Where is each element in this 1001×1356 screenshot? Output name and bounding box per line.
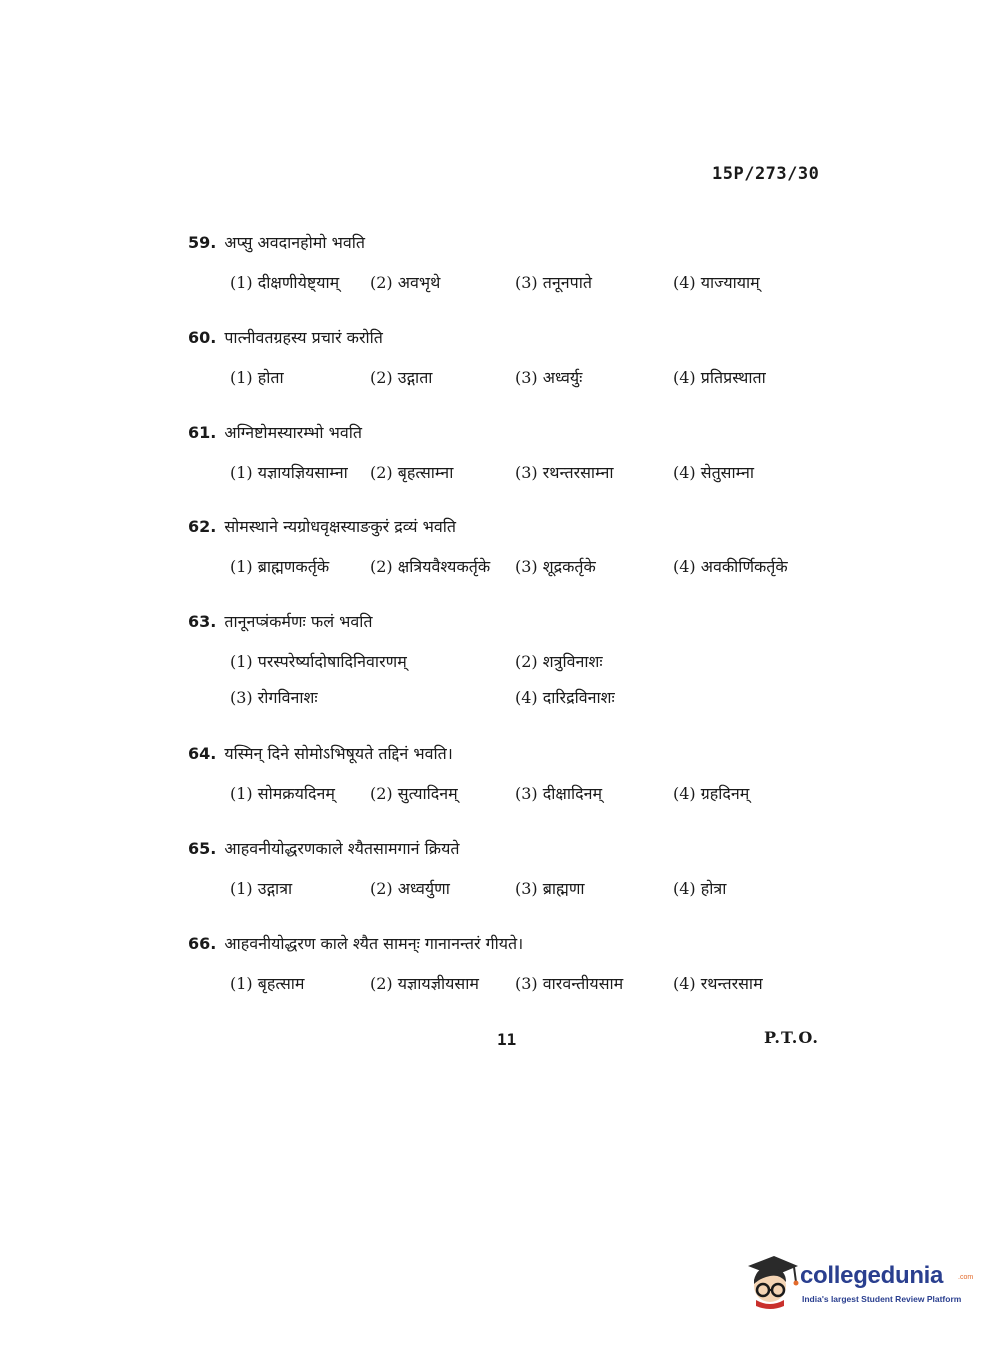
page-number: 11 [497,1030,517,1049]
question-number: 61. [188,423,217,442]
pto-label: P.T.O. [764,1028,819,1047]
brand-watermark [740,1250,974,1330]
option-2: (2) बृहत्साम्ना [370,463,454,482]
question-text: पात्नीवतग्रहस्य प्रचारं करोति [224,328,383,347]
options-row [230,687,848,709]
paper-code: 15P/273/30 [712,164,820,184]
question-text: आहवनीयोद्धरण काले श्यैत सामन्ः गानानन्तरं गीयते। [224,934,524,953]
question-59 [188,232,848,294]
question-number: 60. [188,328,217,347]
option-1: (1) यज्ञायज्ञियसाम्ना [230,463,348,482]
option-2: (2) सुत्यादिनम् [370,784,458,803]
option-3: (3) अध्वर्युः [515,368,583,387]
question-text: यस्मिन् दिने सोमोऽभिषूयते तद्दिनं भवति। [224,744,453,763]
option-4: (4) याज्यायाम् [673,273,760,292]
option-2: (2) अध्वर्युणा [370,879,450,898]
options-row [230,783,848,805]
brand-tagline: India's largest Student Review Platform [802,1294,962,1304]
option-3: (3) रोगविनाशः [230,688,318,707]
options-row [230,367,848,389]
option-2: (2) उद्गाता [370,368,433,387]
options-row [230,651,848,673]
mascot-icon [740,1250,800,1310]
option-1: (1) सोमक्रयदिनम् [230,784,335,803]
question-number: 63. [188,612,217,631]
option-1: (1) दीक्षणीयेष्ट्याम् [230,273,340,292]
question-60 [188,327,848,389]
question-text: सोमस्थाने न्यग्रोधवृक्षस्याङकुरं द्रव्यं भवति [224,517,456,536]
options-row [230,973,848,995]
option-1: (1) बृहत्साम [230,974,305,993]
option-3: (3) तनूनपाते [515,273,592,292]
question-text: आहवनीयोद्धरणकाले श्यैतसामगानं क्रियते [224,839,460,858]
option-2: (2) अवभृथे [370,273,441,292]
question-63 [188,611,848,709]
question-number: 64. [188,744,217,763]
question-62 [188,516,848,578]
question-61 [188,422,848,484]
option-4: (4) प्रतिप्रस्थाता [673,368,766,387]
brand-name: collegedunia [800,1262,944,1289]
option-3: (3) शूद्रकर्तृके [515,557,596,576]
question-number: 62. [188,517,217,536]
brand-suffix: .com [958,1274,974,1281]
question-number: 59. [188,233,217,252]
question-number: 65. [188,839,217,858]
option-3: (3) वारवन्तीयसाम [515,974,624,993]
question-text: अप्सु अवदानहोमो भवति [224,233,365,252]
option-1: (1) होता [230,368,284,387]
question-number: 66. [188,934,217,953]
option-1: (1) उद्गात्रा [230,879,293,898]
question-64 [188,743,848,805]
option-4: (4) ग्रहदिनम् [673,784,750,803]
question-66 [188,933,848,995]
option-4: (4) सेतुसाम्ना [673,463,755,482]
question-65 [188,838,848,900]
option-4: (4) दारिद्रविनाशः [515,688,615,707]
question-text: अग्निष्टोमस्यारम्भो भवति [224,423,363,442]
option-1: (1) परस्परेर्ष्यादोषादिनिवारणम् [230,652,407,671]
option-3: (3) दीक्षादिनम् [515,784,603,803]
option-4: (4) रथन्तरसाम [673,974,763,993]
option-4: (4) होत्रा [673,879,727,898]
option-1: (1) ब्राह्मणकर्तृके [230,557,330,576]
option-2: (2) शत्रुविनाशः [515,652,603,671]
question-text: तानूनप्त्रंकर्मणः फलं भवति [224,612,373,631]
option-3: (3) ब्राह्मणा [515,879,585,898]
options-row [230,272,848,294]
options-row [230,878,848,900]
option-2: (2) क्षत्रियवैश्यकर्तृके [370,557,491,576]
options-row [230,556,848,578]
option-3: (3) रथन्तरसाम्ना [515,463,614,482]
option-2: (2) यज्ञायज्ञीयसाम [370,974,479,993]
options-row [230,462,848,484]
option-4: (4) अवकीर्णिकर्तृके [673,557,788,576]
